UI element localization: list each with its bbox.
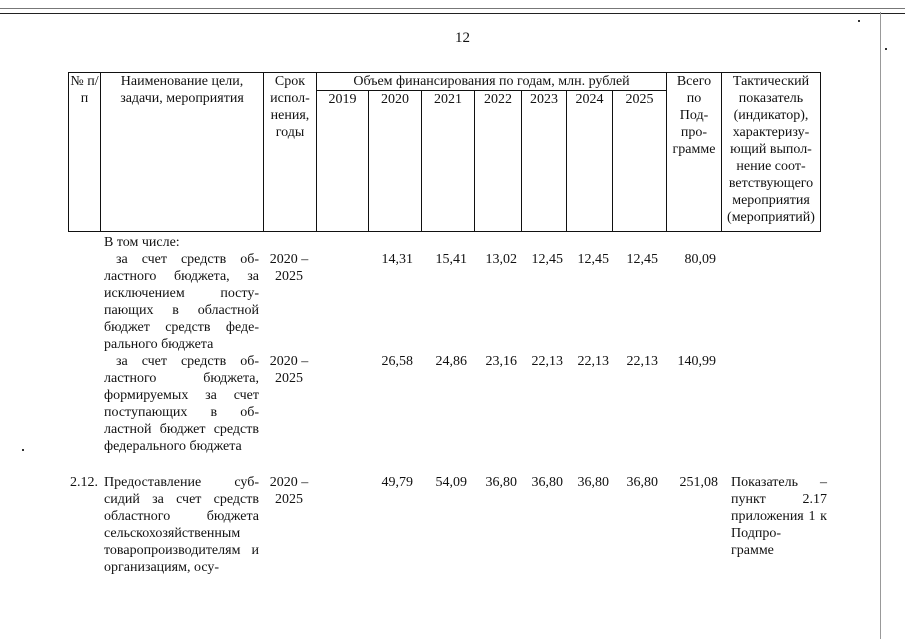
scan-speck bbox=[858, 20, 860, 22]
row-value-2024: 36,80 bbox=[577, 475, 609, 490]
row-value-2021: 54,09 bbox=[435, 475, 467, 490]
header-num: № п/п bbox=[69, 73, 101, 232]
row-value-2020: 26,58 bbox=[381, 354, 413, 369]
row-name: за счет средств об- ластного бюджета, формируемых за счет поступающих в об- ластной бюджет средств федерального бюджета bbox=[104, 354, 259, 454]
header-term: Срок испол- нения, годы bbox=[264, 73, 317, 232]
row-value-2025: 12,45 bbox=[626, 252, 658, 267]
page-number: 12 bbox=[455, 30, 470, 46]
row-term: 2020 – 2025 bbox=[269, 354, 309, 386]
row-value-2022: 23,16 bbox=[485, 354, 517, 369]
row-id: 2.12. bbox=[70, 475, 98, 490]
row-value-2023: 12,45 bbox=[531, 252, 563, 267]
header-year: 2025 bbox=[613, 91, 667, 232]
row-value-2021: 15,41 bbox=[435, 252, 467, 267]
header-funding: Объем финансирования по годам, млн. рублей bbox=[317, 73, 667, 91]
row-value-2021: 24,86 bbox=[435, 354, 467, 369]
row-term: 2020 – 2025 bbox=[269, 475, 309, 507]
header-name: Наименование цели, задачи, мероприятия bbox=[101, 73, 264, 232]
header-year: 2021 bbox=[422, 91, 475, 232]
row-value-2020: 14,31 bbox=[381, 252, 413, 267]
row-value-2023: 36,80 bbox=[531, 475, 563, 490]
scan-speck bbox=[885, 48, 887, 50]
header-year: 2019 bbox=[317, 91, 369, 232]
header-total: Всего по Под- про- грамме bbox=[667, 73, 722, 232]
row-indicator: Показатель – пункт 2.17 приложения 1 к Подпро- грамме bbox=[731, 475, 827, 558]
row-total: 80,09 bbox=[684, 252, 716, 267]
row-value-2020: 49,79 bbox=[381, 475, 413, 490]
header-year: 2022 bbox=[475, 91, 522, 232]
scan-speck bbox=[22, 449, 24, 451]
row-value-2025: 22,13 bbox=[626, 354, 658, 369]
row-value-2024: 12,45 bbox=[577, 252, 609, 267]
row-name: В том числе: bbox=[104, 235, 180, 250]
page-edge-top bbox=[0, 13, 905, 14]
header-year: 2024 bbox=[567, 91, 613, 232]
row-term: 2020 – 2025 bbox=[269, 252, 309, 284]
table-header bbox=[68, 72, 821, 232]
header-indicator: Тактический показатель (индикатор), характеризу- ющий выпол- нение соот- ветствующего мероприятия (мероприятий) bbox=[722, 73, 821, 232]
row-value-2022: 36,80 bbox=[485, 475, 517, 490]
row-value-2022: 13,02 bbox=[485, 252, 517, 267]
header-year: 2020 bbox=[369, 91, 422, 232]
page-edge-right bbox=[880, 12, 881, 639]
page-edge-top-thin bbox=[0, 8, 905, 9]
row-total: 140,99 bbox=[677, 354, 716, 369]
row-name: Предоставление суб- сидий за счет средств областного бюджета сельскохозяйственным товаропроизводителям и организациям, осу- bbox=[104, 475, 259, 575]
row-value-2023: 22,13 bbox=[531, 354, 563, 369]
row-total: 251,08 bbox=[679, 475, 718, 490]
row-name: за счет средств об- ластного бюджета, за исключением посту- пающих в областной бюджет средств феде- рального бюджета bbox=[104, 252, 259, 352]
row-value-2025: 36,80 bbox=[626, 475, 658, 490]
header-year: 2023 bbox=[522, 91, 567, 232]
row-value-2024: 22,13 bbox=[577, 354, 609, 369]
